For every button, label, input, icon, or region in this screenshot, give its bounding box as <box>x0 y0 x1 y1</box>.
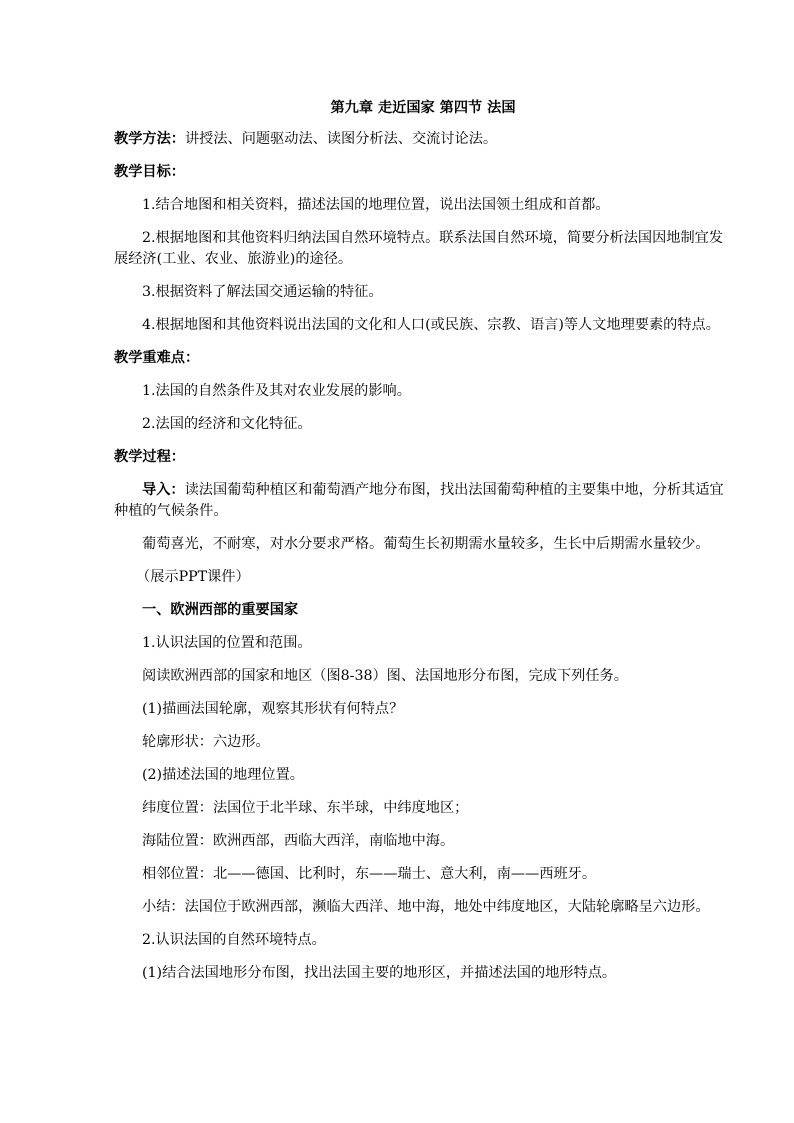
teaching-process-heading: 教学过程： <box>114 449 185 465</box>
intro-paragraph <box>114 480 732 522</box>
neighbor-position: 相邻位置：北——德国、比利时，东——瑞士、意大利，南——西班牙。 <box>142 866 597 882</box>
shape-answer: 轮廓形状：六边形。 <box>142 734 270 750</box>
key-point-1: 1.法国的自然条件及其对农业发展的影响。 <box>142 383 411 399</box>
section1-item-1: 1.认识法国的位置和范围。 <box>142 635 312 651</box>
section1-heading: 一、欧洲西部的重要国家 <box>142 602 299 618</box>
question-1: (1)描画法国轮廓，观察其形状有何特点？ <box>142 701 404 717</box>
goal-item-4: 4.根据地图和其他资料说出法国的文化和人口(或民族、宗教、语言)等人文地理要素的特点。 <box>142 317 720 333</box>
question-3: (1)结合法国地形分布图，找出法国主要的地形区，并描述法国的地形特点。 <box>142 965 617 981</box>
goal-item-2: 2.根据地图和其他资料归纳法国自然环境特点。联系法国自然环境，简要分析法国因地制宜发展经济(工业、农业、旅游业)的途径。 <box>114 230 724 267</box>
sea-land-position: 海陆位置：欧洲西部，西临大西洋，南临地中海。 <box>142 833 455 849</box>
grape-paragraph: 葡萄喜光，不耐寒，对水分要求严格。葡萄生长初期需水量较多，生长中后期需水量较少。 <box>142 536 710 552</box>
teaching-methods <box>114 129 732 150</box>
key-points-heading: 教学重难点： <box>114 350 200 366</box>
teaching-methods-label: 教学方法： <box>114 131 185 147</box>
question-2: (2)描述法国的地理位置。 <box>142 767 304 783</box>
summary-paragraph: 小结：法国位于欧洲西部，濒临大西洋、地中海，地处中纬度地区，大陆轮廓略呈六边形。 <box>142 899 710 915</box>
goal-item-1: 1.结合地图和相关资料，描述法国的地理位置，说出法国领土组成和首都。 <box>142 197 610 213</box>
read-task: 阅读欧洲西部的国家和地区（图8-38）图、法国地形分布图，完成下列任务。 <box>142 668 628 684</box>
document-title: 第九章 走近国家 第四节 法国 <box>330 100 516 116</box>
ppt-note: （展示PPT课件） <box>136 569 250 585</box>
intro-text: 读法国葡萄种植区和葡萄酒产地分布图，找出法国葡萄种植的主要集中地，分析其适宜种植的气候条件。 <box>114 482 724 519</box>
teaching-goals-heading: 教学目标： <box>114 164 185 180</box>
section1-item-2: 2.认识法国的自然环境特点。 <box>142 932 326 948</box>
intro-label: 导入： <box>142 482 185 498</box>
latitude-position: 纬度位置：法国位于北半球、东半球，中纬度地区； <box>142 800 469 816</box>
goal-item-3: 3.根据资料了解法国交通运输的特征。 <box>142 284 383 300</box>
teaching-methods-text: 讲授法、问题驱动法、读图分析法、交流讨论法。 <box>184 131 498 147</box>
key-point-2: 2.法国的经济和文化特征。 <box>142 416 312 432</box>
document-page <box>114 98 732 996</box>
